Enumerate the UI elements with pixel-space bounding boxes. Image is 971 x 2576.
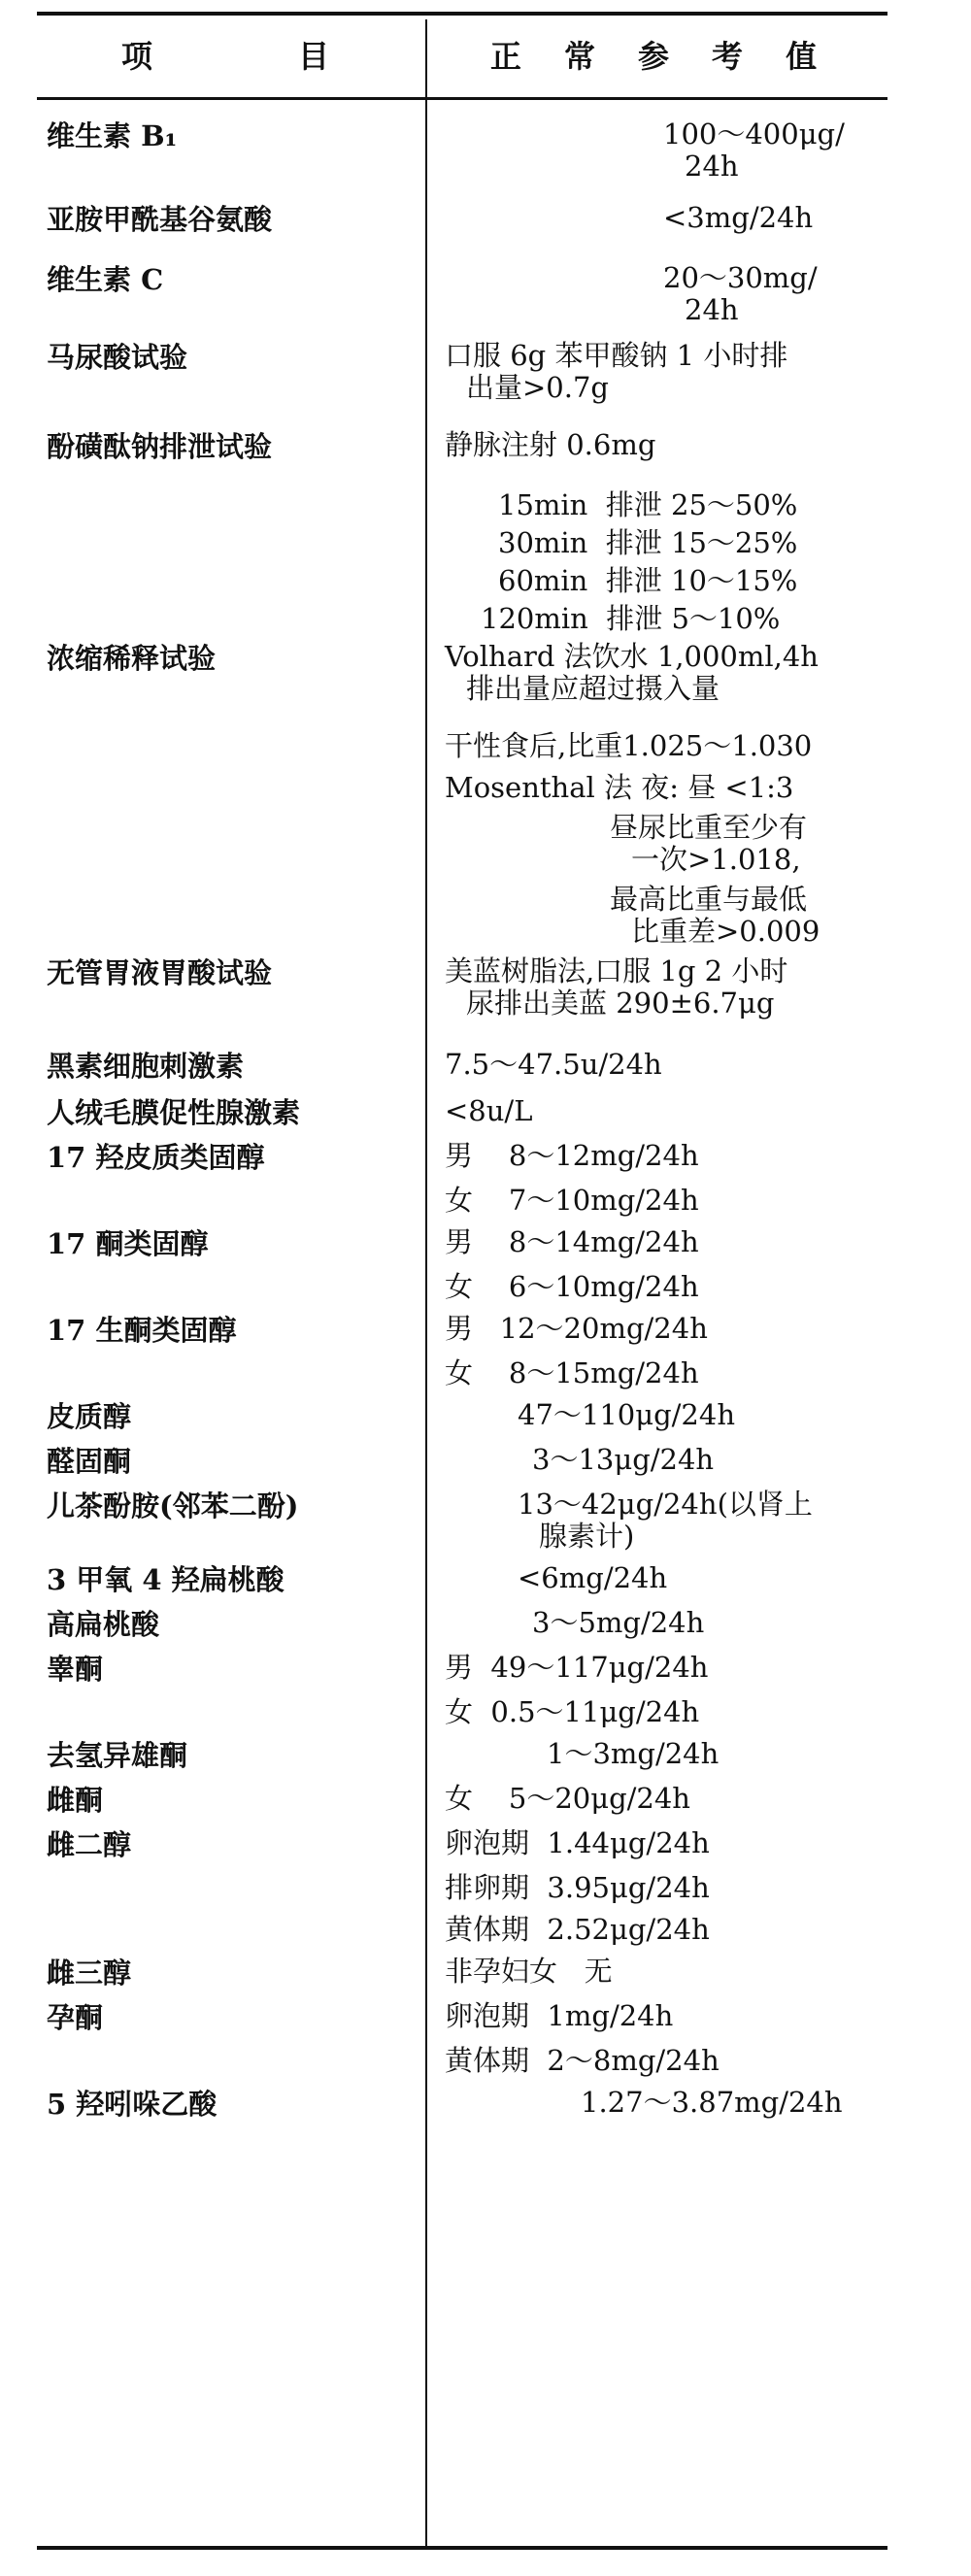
reference-value bbox=[425, 641, 887, 705]
value-line: 男 8～14mg/24h bbox=[445, 1225, 699, 1258]
item-name: 孕酮 bbox=[47, 2001, 104, 2034]
reference-value bbox=[425, 1562, 887, 1594]
item-name: 睾酮 bbox=[47, 1653, 104, 1686]
reference-value bbox=[425, 1607, 887, 1639]
table-row bbox=[37, 1271, 887, 1303]
value-line: 7.5～47.5u/24h bbox=[445, 1048, 662, 1081]
value-line: 出量>0.7g bbox=[466, 371, 609, 404]
table-row bbox=[37, 1872, 887, 1904]
reference-value bbox=[425, 730, 887, 762]
table-row bbox=[37, 884, 887, 948]
table-row bbox=[37, 1607, 887, 1642]
reference-value bbox=[425, 772, 887, 804]
value-line: 24h bbox=[685, 293, 739, 326]
value-line: 美蓝树脂法,口服 1g 2 小时 bbox=[445, 954, 788, 987]
value-line: 女 6～10mg/24h bbox=[445, 1270, 699, 1303]
value-line: 20～30mg/ bbox=[663, 261, 818, 294]
reference-value bbox=[425, 1827, 887, 1859]
reference-value bbox=[425, 1783, 887, 1815]
reference-value bbox=[425, 118, 887, 183]
item-name: 17 酮类固醇 bbox=[47, 1227, 209, 1260]
reference-value bbox=[425, 1271, 887, 1303]
value-line: 24h bbox=[685, 150, 739, 183]
header-char: 考 bbox=[712, 38, 744, 75]
table-row bbox=[37, 1095, 887, 1130]
table-row bbox=[37, 1562, 887, 1597]
table-row bbox=[37, 202, 887, 237]
reference-value bbox=[425, 1652, 887, 1684]
value-line: 黄体期 2～8mg/24h bbox=[445, 2044, 720, 2077]
value-line: 黄体期 2.52μg/24h bbox=[445, 1913, 710, 1946]
table-row bbox=[37, 1399, 887, 1434]
value-line: 60min 排泄 10～15% bbox=[498, 564, 798, 597]
table-row bbox=[37, 1185, 887, 1217]
reference-value bbox=[425, 202, 887, 234]
value-line: 卵泡期 1.44μg/24h bbox=[445, 1826, 710, 1859]
header-rule bbox=[37, 97, 887, 100]
value-line: 1.27～3.87mg/24h bbox=[581, 2086, 843, 2119]
value-line: 15min 排泄 25～50% bbox=[498, 488, 798, 521]
reference-value bbox=[425, 812, 887, 876]
value-line: 排出量应超过摄入量 bbox=[466, 672, 720, 705]
table-row bbox=[37, 1049, 887, 1084]
reference-value bbox=[425, 955, 887, 1020]
value-line: 女 5～20μg/24h bbox=[445, 1782, 690, 1815]
value-line: 女 0.5～11μg/24h bbox=[445, 1695, 700, 1728]
reference-value bbox=[425, 340, 887, 404]
reference-value bbox=[425, 1956, 887, 1988]
reference-value bbox=[425, 429, 887, 461]
reference-value bbox=[425, 489, 887, 521]
reference-value bbox=[425, 1357, 887, 1389]
header-char: 目 bbox=[298, 38, 330, 75]
value-line: 比重差>0.009 bbox=[631, 915, 820, 948]
item-name: 酚磺酞钠排泄试验 bbox=[47, 430, 273, 463]
reference-value bbox=[425, 2087, 887, 2119]
value-line: 1～3mg/24h bbox=[547, 1737, 720, 1770]
value-line: 47～110μg/24h bbox=[518, 1398, 736, 1431]
header-char: 正 bbox=[490, 38, 522, 75]
item-name: 维生素 B₁ bbox=[47, 119, 178, 152]
value-line: <8u/L bbox=[445, 1094, 533, 1127]
value-line: 男 49～117μg/24h bbox=[445, 1651, 709, 1684]
item-name: 人绒毛膜促性腺激素 bbox=[47, 1096, 301, 1129]
item-name: 去氢异雄酮 bbox=[47, 1739, 188, 1772]
value-line: 100～400μg/ bbox=[663, 117, 845, 151]
reference-value bbox=[425, 603, 887, 635]
item-name: 皮质醇 bbox=[47, 1400, 132, 1433]
item-name: 雌三醇 bbox=[47, 1957, 132, 1990]
value-line: 非孕妇女 无 bbox=[445, 1955, 613, 1988]
table-row bbox=[37, 1956, 887, 1991]
item-name: 高扁桃酸 bbox=[47, 1608, 160, 1641]
item-name: 无管胃液胃酸试验 bbox=[47, 956, 273, 989]
table-row bbox=[37, 1313, 887, 1348]
table-body bbox=[37, 118, 887, 2131]
reference-value bbox=[425, 2000, 887, 2032]
reference-value bbox=[425, 1226, 887, 1258]
table-row bbox=[37, 565, 887, 597]
table-row bbox=[37, 429, 887, 464]
item-name: 马尿酸试验 bbox=[47, 341, 188, 374]
item-name: 亚胺甲酰基谷氨酸 bbox=[47, 203, 273, 236]
value-line: 最高比重与最低 bbox=[610, 883, 808, 916]
reference-value bbox=[425, 1738, 887, 1770]
item-name: 3 甲氧 4 羟扁桃酸 bbox=[47, 1563, 285, 1596]
item-name: 雌酮 bbox=[47, 1784, 104, 1817]
table-row bbox=[37, 118, 887, 183]
table-row bbox=[37, 1226, 887, 1261]
value-line: <6mg/24h bbox=[518, 1561, 668, 1594]
item-name: 17 羟皮质类固醇 bbox=[47, 1141, 265, 1174]
item-name: 5 羟吲哚乙酸 bbox=[47, 2088, 218, 2121]
header-char: 项 bbox=[121, 38, 153, 75]
value-line: 女 8～15mg/24h bbox=[445, 1356, 699, 1389]
reference-value bbox=[425, 565, 887, 597]
reference-value bbox=[425, 527, 887, 559]
value-line: 干性食后,比重1.025～1.030 bbox=[445, 729, 813, 762]
value-line: 女 7～10mg/24h bbox=[445, 1184, 699, 1217]
reference-value bbox=[425, 262, 887, 326]
reference-value bbox=[425, 884, 887, 948]
table-row bbox=[37, 1738, 887, 1773]
item-name: 雌二醇 bbox=[47, 1828, 132, 1861]
value-line: 男 12～20mg/24h bbox=[445, 1312, 708, 1345]
reference-value bbox=[425, 1872, 887, 1904]
reference-value bbox=[425, 1696, 887, 1728]
table-row bbox=[37, 340, 887, 404]
value-line: 120min 排泄 5～10% bbox=[481, 602, 781, 635]
table-row bbox=[37, 489, 887, 521]
reference-value bbox=[425, 1399, 887, 1431]
value-line: 3～5mg/24h bbox=[532, 1606, 705, 1639]
item-name: 儿茶酚胺(邻苯二酚) bbox=[47, 1489, 299, 1522]
table-row bbox=[37, 772, 887, 804]
value-line: <3mg/24h bbox=[663, 201, 814, 234]
value-line: 排卵期 3.95μg/24h bbox=[445, 1871, 710, 1904]
value-line: 静脉注射 0.6mg bbox=[445, 428, 656, 461]
table-row bbox=[37, 1914, 887, 1946]
header-char: 参 bbox=[638, 38, 670, 75]
value-line: 尿排出美蓝 290±6.7μg bbox=[466, 987, 775, 1020]
reference-value bbox=[425, 1049, 887, 1081]
reference-value bbox=[425, 1489, 887, 1553]
reference-value bbox=[425, 1914, 887, 1946]
table-row bbox=[37, 527, 887, 559]
header-char: 值 bbox=[786, 38, 818, 75]
value-line: 卵泡期 1mg/24h bbox=[445, 1999, 674, 2032]
table-row bbox=[37, 1357, 887, 1389]
top-rule bbox=[37, 12, 887, 16]
table-row bbox=[37, 955, 887, 1020]
table-row bbox=[37, 1696, 887, 1728]
value-line: 昼尿比重至少有 bbox=[610, 811, 808, 844]
item-name: 醛固酮 bbox=[47, 1445, 132, 1478]
value-line: Volhard 法饮水 1,000ml,4h bbox=[445, 640, 819, 673]
value-line: Mosenthal 法 夜: 昼 <1:3 bbox=[445, 771, 794, 804]
value-line: 腺素计) bbox=[539, 1520, 635, 1553]
header-item-column bbox=[121, 27, 350, 85]
table-row bbox=[37, 1444, 887, 1479]
table-row bbox=[37, 641, 887, 705]
table-row bbox=[37, 262, 887, 326]
table-row bbox=[37, 730, 887, 762]
header-normal-value-column bbox=[490, 27, 859, 85]
reference-value bbox=[425, 1095, 887, 1127]
table-row bbox=[37, 1827, 887, 1862]
reference-value bbox=[425, 1313, 887, 1345]
reference-value bbox=[425, 1185, 887, 1217]
table-row bbox=[37, 2087, 887, 2122]
value-line: 13～42μg/24h(以肾上 bbox=[518, 1488, 813, 1521]
table-row bbox=[37, 1140, 887, 1175]
item-name: 维生素 C bbox=[47, 263, 164, 296]
table-row bbox=[37, 2045, 887, 2077]
value-line: 一次>1.018, bbox=[631, 843, 801, 876]
table-row bbox=[37, 1652, 887, 1687]
item-name: 17 生酮类固醇 bbox=[47, 1314, 237, 1347]
item-name: 浓缩稀释试验 bbox=[47, 642, 217, 675]
value-line: 男 8～12mg/24h bbox=[445, 1139, 699, 1172]
bottom-rule bbox=[37, 2546, 887, 2550]
table-row bbox=[37, 1783, 887, 1818]
value-line: 3～13μg/24h bbox=[532, 1443, 715, 1476]
table-row bbox=[37, 603, 887, 635]
item-name: 黑素细胞刺激素 bbox=[47, 1050, 245, 1083]
reference-value bbox=[425, 2045, 887, 2077]
table-row bbox=[37, 2000, 887, 2035]
header-char: 常 bbox=[564, 38, 596, 75]
reference-value bbox=[425, 1140, 887, 1172]
table-row bbox=[37, 812, 887, 876]
value-line: 30min 排泄 15～25% bbox=[498, 526, 798, 559]
value-line: 口服 6g 苯甲酸钠 1 小时排 bbox=[445, 339, 788, 372]
reference-value bbox=[425, 1444, 887, 1476]
table-row bbox=[37, 1489, 887, 1553]
